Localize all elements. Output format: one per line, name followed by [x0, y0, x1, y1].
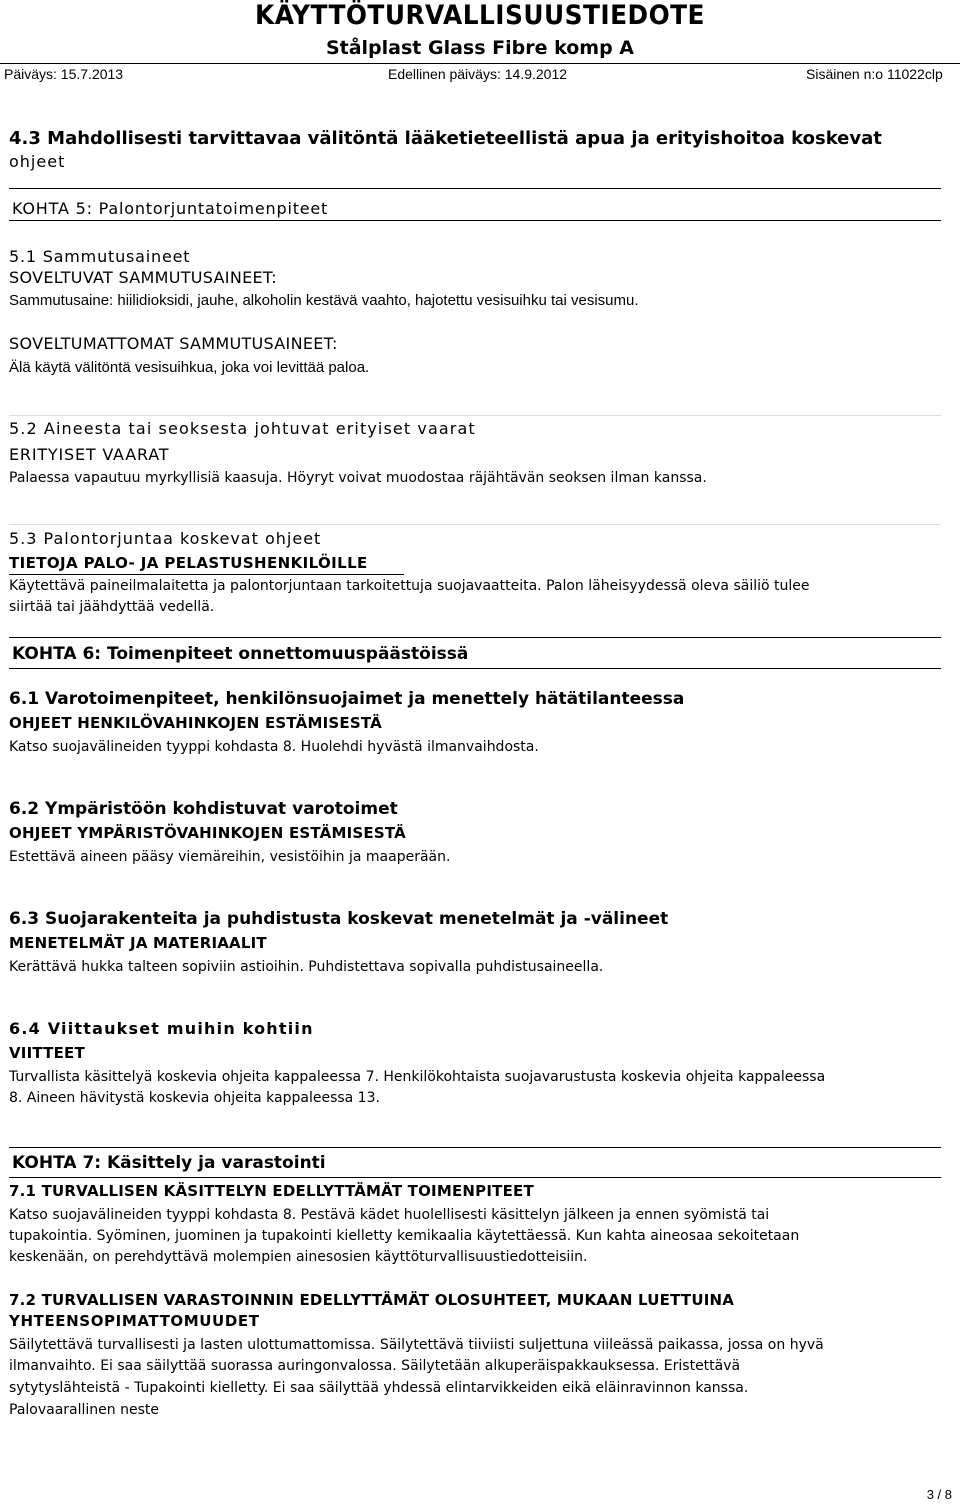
firefighter-info-text-line1: Käytettävä paineilmalaitetta ja palontorjuntaan tarkoitettuja suojavaatteita. Palon läheisyydessä oleva säiliö tulee — [9, 578, 810, 594]
subsection-6-2-text: Estettävä aineen pääsy viemäreihin, vesistöihin ja maaperään. — [9, 849, 451, 865]
previous-date: Edellinen päiväys: 14.9.2012 — [388, 66, 568, 82]
unsuitable-media-label: SOVELTUMATTOMAT SAMMUTUSAINEET: — [9, 334, 338, 353]
subsection-5-3-title: 5.3 Palontorjuntaa koskevat ohjeet — [9, 529, 322, 548]
subsection-6-2-label: OHJEET YMPÄRISTÖVAHINKOJEN ESTÄMISESTÄ — [9, 824, 406, 842]
subsection-7-2-title-line1: 7.2 TURVALLISEN VARASTOINNIN EDELLYTTÄMÄT OLOSUHTEET, MUKAAN LUETTUINA — [9, 1291, 735, 1309]
subsection-7-2-text-line3: sytytyslähteistä - Tupakointi kielletty. Ei saa säilyttää yhdessä elintarvikkeiden eikä eläinravinnon kanssa. — [9, 1380, 749, 1396]
subsection-6-4-text-line1: Turvallista käsittelyä koskevia ohjeita kappaleessa 7. Henkilökohtaista suojavarustusta koskevia ohjeita kappaleessa — [9, 1069, 826, 1085]
section-divider — [9, 668, 941, 669]
subsection-6-3-label: MENETELMÄT JA MATERIAALIT — [9, 934, 267, 952]
subsection-7-2-text-line4: Palovaarallinen neste — [9, 1402, 159, 1418]
subsection-5-2-title: 5.2 Aineesta tai seoksesta johtuvat erityiset vaarat — [9, 419, 476, 438]
internal-number: Sisäinen n:o 11022clp — [806, 66, 943, 82]
subsection-7-1-text-line2: tupakointia. Syöminen, juominen ja tupakointi kielletty kemikaalia käytettäessä. Kun kahta aineosaa sekoitetaan — [9, 1228, 800, 1244]
subsection-6-3-text: Kerättävä hukka talteen sopiviin astioihin. Puhdistettava sopivalla puhdistusaineella. — [9, 959, 604, 975]
company-name: Stålplast Glass Fibre komp A — [325, 37, 635, 59]
subsection-7-1-text-line1: Katso suojavälineiden tyyppi kohdasta 8. Pestävä kädet huolellisesti käsittelyn jälkeen ja ennen syömistä tai — [9, 1207, 770, 1223]
document-title: KÄYTTÖTURVALLISUUSTIEDOTE — [255, 0, 705, 31]
subsection-7-1-text-line3: keskenään, on perehdyttävä molempien ainesosien käyttöturvallisuustiedotteisiin. — [9, 1249, 588, 1265]
subsection-6-2-title: 6.2 Ympäristöön kohdistuvat varotoimet — [9, 799, 398, 819]
section-4-3-title-line1: 4.3 Mahdollisesti tarvittavaa välitöntä lääketieteellistä apua ja erityishoitoa koskevat — [9, 128, 882, 149]
section-6-heading: KOHTA 6: Toimenpiteet onnettomuuspäästöissä — [12, 644, 469, 664]
subsection-7-2-title-line2: YHTEENSOPIMATTOMUUDET — [9, 1312, 260, 1330]
subsection-5-1-title: 5.1 Sammutusaineet — [9, 247, 191, 266]
subsection-6-3-title: 6.3 Suojarakenteita ja puhdistusta koskevat menetelmät ja -välineet — [9, 909, 669, 929]
suitable-media-label: SOVELTUVAT SAMMUTUSAINEET: — [9, 268, 277, 287]
page-number: 3 / 8 — [926, 1487, 952, 1502]
subsection-6-1-title: 6.1 Varotoimenpiteet, henkilönsuojaimet ja menettely hätätilanteessa — [9, 689, 685, 709]
section-divider — [9, 637, 941, 638]
subsection-7-2-text-line1: Säilytettävä turvallisesti ja lasten ulottumattomissa. Säilytettävä tiiviisti suljettuna viileässä paikassa, jossa on hyvä — [9, 1337, 824, 1353]
subsection-7-1-title: 7.1 TURVALLISEN KÄSITTELYN EDELLYTTÄMÄT TOIMENPITEET — [9, 1182, 534, 1200]
header-divider — [0, 63, 960, 64]
firefighter-info-label: TIETOJA PALO- JA PELASTUSHENKILÖILLE — [9, 554, 368, 572]
subsection-divider — [9, 415, 941, 416]
special-hazards-label: ERITYISET VAARAT — [9, 445, 170, 464]
subsection-6-1-label: OHJEET HENKILÖVAHINKOJEN ESTÄMISESTÄ — [9, 714, 382, 732]
date: Päiväys: 15.7.2013 — [4, 66, 124, 82]
subsection-6-4-text-line2: 8. Aineen hävitystä koskevia ohjeita kappaleessa 13. — [9, 1090, 380, 1106]
section-divider — [9, 1147, 941, 1148]
subsection-6-1-text: Katso suojavälineiden tyyppi kohdasta 8. Huolehdi hyvästä ilmanvaihdosta. — [9, 739, 539, 755]
subsection-7-2-text-line2: ilmanvaihto. Ei saa säilyttää suorassa auringonvalossa. Säilytetään alkuperäispakkauksessa. Eristettävä — [9, 1358, 741, 1374]
section-4-3-title-line2: ohjeet — [9, 152, 66, 171]
special-hazards-text: Palaessa vapautuu myrkyllisiä kaasuja. Höyryt voivat muodostaa räjähtävän seoksen ilman kanssa. — [9, 470, 707, 486]
firefighter-info-text-line2: siirtää tai jäähdyttää vedellä. — [9, 599, 215, 615]
section-divider — [9, 220, 941, 221]
subsection-6-4-title: 6.4 Viittaukset muihin kohtiin — [9, 1019, 314, 1038]
subsection-6-4-label: VIITTEET — [9, 1044, 85, 1062]
section-7-heading: KOHTA 7: Käsittely ja varastointi — [12, 1153, 326, 1173]
subsection-divider — [9, 524, 941, 525]
section-divider — [9, 1177, 941, 1178]
unsuitable-media-text: Älä käytä välitöntä vesisuihkua, joka voi levittää paloa. — [9, 359, 370, 376]
section-divider — [9, 188, 941, 189]
section-5-heading: KOHTA 5: Palontorjuntatoimenpiteet — [12, 199, 329, 218]
suitable-media-text: Sammutusaine: hiilidioksidi, jauhe, alkoholin kestävä vaahto, hajotettu vesisuihku tai vesisumu. — [9, 292, 639, 309]
